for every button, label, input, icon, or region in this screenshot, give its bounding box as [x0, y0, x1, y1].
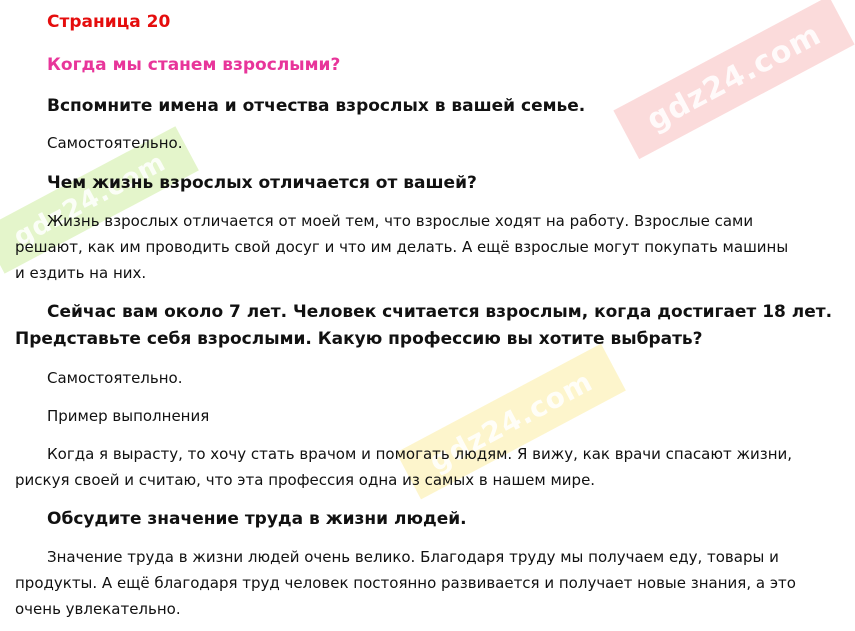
question-1: Вспомните имена и отчества взрослых в вашей семье. — [47, 96, 586, 116]
answer-1: Самостоятельно. — [47, 134, 183, 152]
page-label: Страница 20 — [47, 12, 171, 32]
watermark: gdz24.com — [396, 344, 626, 500]
question-2: Чем жизнь взрослых отличается от вашей? — [47, 173, 477, 193]
example-line: рискуя своей и считаю, что эта профессия одна из самых в нашем мире. — [15, 471, 596, 489]
topic-title: Когда мы станем взрослыми? — [47, 55, 341, 75]
answer-4-line: Значение труда в жизни людей очень велико. Благодаря труду мы получаем еду, товары и — [47, 548, 779, 566]
answer-2-line: Жизнь взрослых отличается от моей тем, что взрослые ходят на работу. Взрослые сами — [47, 212, 754, 230]
question-3-line: Представьте себя взрослыми. Какую профессию вы хотите выбрать? — [15, 329, 703, 349]
example-line: Когда я вырасту, то хочу стать врачом и помогать людям. Я вижу, как врачи спасают жизни, — [47, 445, 793, 463]
answer-3: Самостоятельно. — [47, 369, 183, 387]
question-3-line: Сейчас вам около 7 лет. Человек считается взрослым, когда достигает 18 лет. — [47, 302, 833, 322]
example-label: Пример выполнения — [47, 407, 210, 425]
answer-4-line: продукты. А ещё благодаря труд человек постоянно развивается и получает новые знания, а это — [15, 574, 796, 592]
watermark: gdz24.com — [613, 0, 854, 159]
watermark: gdz24.com — [0, 126, 199, 273]
answer-4-line: очень увлекательно. — [15, 600, 181, 618]
answer-2-line: и ездить на них. — [15, 264, 147, 282]
answer-2-line: решают, как им проводить свой досуг и что им делать. А ещё взрослые могут покупать машины — [15, 238, 789, 256]
question-4: Обсудите значение труда в жизни людей. — [47, 509, 467, 529]
